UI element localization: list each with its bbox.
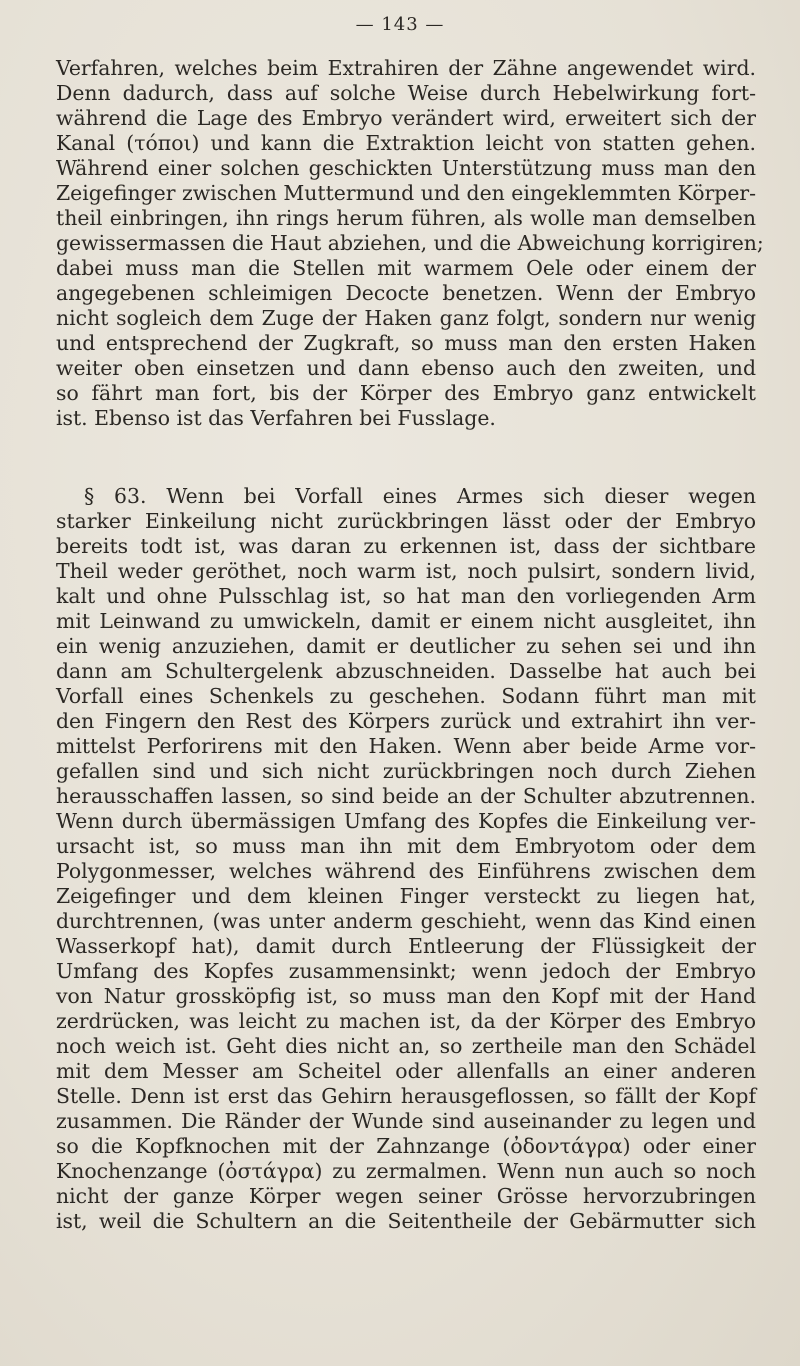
text-line: weiter oben einsetzen und dann ebenso auch den zweiten, und bbox=[56, 356, 756, 380]
text-line: Polygonmesser, welches während des Einführens zwischen dem bbox=[56, 859, 756, 883]
page-number: — 143 — bbox=[355, 14, 445, 35]
text-line: starker Einkeilung nicht zurückbringen lässt oder der Embryo bbox=[56, 509, 756, 533]
text-line: noch weich ist. Geht dies nicht an, so zertheile man den Schädel bbox=[56, 1034, 756, 1058]
text-line: dann am Schultergelenk abzuschneiden. Dasselbe hat auch bei bbox=[56, 659, 756, 683]
text-line: angegebenen schleimigen Decocte benetzen. Wenn der Embryo bbox=[56, 281, 756, 305]
text-line: mit dem Messer am Scheitel oder allenfalls an einer anderen bbox=[56, 1059, 756, 1083]
text-line: Umfang des Kopfes zusammensinkt; wenn jedoch der Embryo bbox=[56, 959, 756, 983]
text-line: mit Leinwand zu umwickeln, damit er einem nicht ausgleitet, ihn bbox=[56, 609, 756, 633]
text-line: gewissermassen die Haut abziehen, und die Abweichung korrigiren; bbox=[56, 231, 764, 255]
text-line: nicht der ganze Körper wegen seiner Grösse hervorzubringen bbox=[56, 1184, 756, 1208]
text-line: herausschaffen lassen, so sind beide an der Schulter abzutrennen. bbox=[56, 784, 756, 808]
text-line: durchtrennen, (was unter anderm geschieht, wenn das Kind einen bbox=[56, 909, 756, 933]
text-line: Denn dadurch, dass auf solche Weise durch Hebelwirkung fort- bbox=[56, 81, 756, 105]
text-line: ist, weil die Schultern an die Seitentheile der Gebärmutter sich bbox=[56, 1209, 756, 1233]
text-line: nicht sogleich dem Zuge der Haken ganz folgt, sondern nur wenig bbox=[56, 306, 756, 330]
text-line: gefallen sind und sich nicht zurückbringen noch durch Ziehen bbox=[56, 759, 756, 783]
text-line: theil einbringen, ihn rings herum führen, als wolle man demselben bbox=[56, 206, 756, 230]
text-line: ein wenig anzuziehen, damit er deutlicher zu sehen sei und ihn bbox=[56, 634, 756, 658]
text-line: Theil weder geröthet, noch warm ist, noch pulsirt, sondern livid, bbox=[56, 559, 756, 583]
text-line: Verfahren, welches beim Extrahiren der Zähne angewendet wird. bbox=[56, 56, 756, 80]
text-line: so die Kopfknochen mit der Zahnzange (ὀδοντάγρα) oder einer bbox=[56, 1134, 756, 1158]
text-line: kalt und ohne Pulsschlag ist, so hat man den vorliegenden Arm bbox=[56, 584, 756, 608]
text-line: zerdrücken, was leicht zu machen ist, da der Körper des Embryo bbox=[56, 1009, 756, 1033]
text-line: § 63. Wenn bei Vorfall eines Armes sich dieser wegen bbox=[84, 484, 756, 508]
text-line: Wenn durch übermässigen Umfang des Kopfes die Einkeilung ver- bbox=[56, 809, 756, 833]
text-line: Wasserkopf hat), damit durch Entleerung der Flüssigkeit der bbox=[56, 934, 756, 958]
paragraph-continuation bbox=[56, 56, 764, 431]
text-line: und entsprechend der Zugkraft, so muss man den ersten Haken bbox=[56, 331, 756, 355]
text-line: Knochenzange (ὀστάγρα) zu zermalmen. Wenn nun auch so noch bbox=[56, 1159, 756, 1183]
text-line: während die Lage des Embryo verändert wird, erweitert sich der bbox=[56, 106, 756, 130]
text-line: zusammen. Die Ränder der Wunde sind auseinander zu legen und bbox=[56, 1109, 756, 1133]
text-line: ursacht ist, so muss man ihn mit dem Embryotom oder dem bbox=[56, 834, 756, 858]
text-line: Zeigefinger und dem kleinen Finger versteckt zu liegen hat, bbox=[56, 884, 756, 908]
text-line: Stelle. Denn ist erst das Gehirn herausgeflossen, so fällt der Kopf bbox=[56, 1084, 756, 1108]
paragraph-section-63 bbox=[56, 484, 756, 1234]
text-line: so fährt man fort, bis der Körper des Embryo ganz entwickelt bbox=[56, 381, 756, 405]
text-line: ist. Ebenso ist das Verfahren bei Fusslage. bbox=[56, 406, 496, 430]
text-line: den Fingern den Rest des Körpers zurück und extrahirt ihn ver- bbox=[56, 709, 756, 733]
text-line: dabei muss man die Stellen mit warmem Oele oder einem der bbox=[56, 256, 756, 280]
text-line: von Natur grossköpfig ist, so muss man den Kopf mit der Hand bbox=[56, 984, 756, 1008]
text-line: Zeigefinger zwischen Muttermund und den eingeklemmten Körper- bbox=[56, 181, 757, 205]
text-line: Kanal (τόποι) und kann die Extraktion leicht von statten gehen. bbox=[56, 131, 756, 155]
text-line: mittelst Perforirens mit den Haken. Wenn aber beide Arme vor- bbox=[56, 734, 756, 758]
text-line: Während einer solchen geschickten Unterstützung muss man den bbox=[56, 156, 756, 180]
text-line: bereits todt ist, was daran zu erkennen ist, dass der sichtbare bbox=[56, 534, 756, 558]
text-line: Vorfall eines Schenkels zu geschehen. Sodann führt man mit bbox=[56, 684, 756, 708]
